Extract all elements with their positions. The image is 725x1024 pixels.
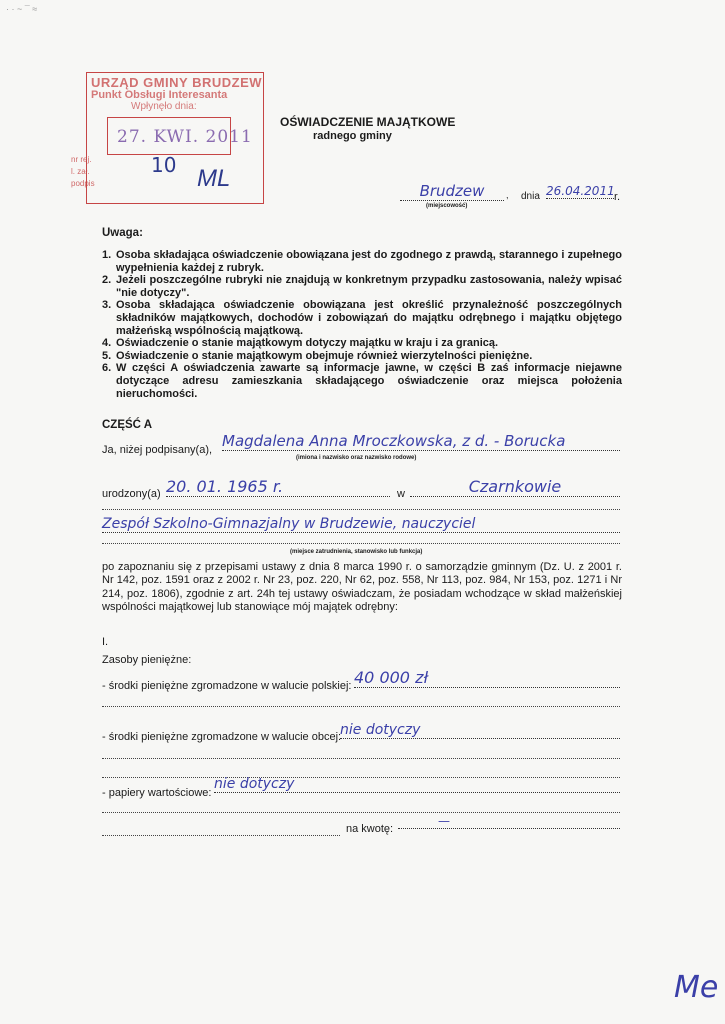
date-label: dnia [521, 191, 540, 202]
securities-value: nie dotyczy [214, 776, 620, 793]
initials: Me [674, 970, 719, 1005]
dotted-line [102, 758, 620, 759]
document-title: OŚWIADCZENIE MAJĄTKOWE [280, 115, 456, 129]
place-caption: (miejscowość) [426, 203, 468, 209]
list-item: 5. Oświadczenie o stanie majątkowym obejmuje również wierzytelności pieniężne. [102, 349, 533, 362]
stamp-zal-label: l. zał. [71, 167, 90, 176]
part-a-heading: CZĘŚĆ A [102, 419, 153, 431]
born-in-label: w [397, 488, 405, 500]
foreign-value: nie dotyczy [340, 722, 620, 739]
name-label: Ja, niżej podpisany(a), [102, 444, 213, 456]
declaration-text: po zapoznaniu się z przepisami ustawy z dnia 8 marca 1990 r. o samorządzie gminnym (Dz. U. z 2001 r. Nr 142, poz. 1591 oraz z 2002 r. Nr 23, poz. 220, Nr 62, poz. 558, Nr 113, poz. 984, Nr 153, poz. 1271 i Nr 214, poz. 1806), zgodnie z art. 24h tej ustawy oświadczam, że posiadam wchodzące w skład małżeńskiej wspólności majątkowej lub stanowiące mój majątek odrębny: [102, 561, 622, 614]
employment-caption: (miejsce zatrudnienia, stanowisko lub funkcja) [290, 549, 423, 555]
name-field: Magdalena Anna Mroczkowska, z d. - Borucka [222, 432, 620, 451]
pln-label: - środki pieniężne zgromadzone w walucie polskiej: [102, 680, 352, 692]
stamp-signature: ML [197, 165, 231, 192]
date-value: 26.04.2011 [546, 184, 615, 198]
securities-label: - papiery wartościowe: [102, 787, 212, 799]
stamp-podpis-label: podpis [71, 179, 95, 188]
stamp-handwritten-number: 10 [151, 153, 177, 177]
instructions-list [102, 249, 622, 400]
employment-field: Zespół Szkolno-Gimnazjalny w Brudzewie, nauczyciel [102, 516, 620, 533]
stamp-office-name: URZĄD GMINY BRUDZEW [91, 75, 263, 90]
stamp-office-unit: Punkt Obsługi Interesanta [91, 89, 228, 101]
corner-mark: · · ~ ¯ ≈ [6, 4, 38, 14]
list-item: 3. Osoba składająca oświadczenie obowiązana jest określić przynależność poszczególnych składników majątkowych, dochodów i zobowiązań do majątku odrębnego i majątku objętego małżeńską wspólnością majątkową. [102, 299, 622, 337]
dotted-line [102, 509, 620, 510]
dotted-line [102, 812, 620, 813]
pln-value: 40 000 zł [354, 668, 620, 688]
document-subtitle: radnego gminy [313, 130, 392, 142]
dotted-line [102, 835, 340, 836]
list-item: 4. Oświadczenie o stanie majątkowym dotyczy majątku w kraju i za granicą. [102, 337, 499, 350]
foreign-label: - środki pieniężne zgromadzone w walucie obcej: [102, 731, 342, 743]
date-suffix: r. [614, 191, 621, 203]
stamp-received-label: Wpłynęło dnia: [131, 101, 197, 112]
stamp-date: 27. KWI. 2011 [117, 127, 253, 147]
place-value: Brudzew [419, 182, 485, 200]
list-item: 2. Jeżeli poszczególne rubryki nie znajdują w konkretnym przypadku zastosowania, należy wpisać "nie dotyczy". [102, 274, 622, 299]
stamp-nr-label: nr rej. [71, 155, 92, 164]
dotted-line [102, 543, 620, 544]
dotted-line [102, 706, 620, 707]
amount-value: — [398, 814, 620, 829]
amount-label: na kwotę: [346, 823, 394, 835]
born-date-field: 20. 01. 1965 r. [166, 477, 390, 497]
registration-stamp [71, 72, 264, 204]
list-item: 6. W części A oświadczenia zawarte są informacje jawne, w części B zaś informacje niejawne dotyczące adresu zamieszkania składającego oświadczenie oraz miejsca położenia nieruchomości. [102, 362, 622, 400]
section-number: I. [102, 636, 109, 648]
born-label: urodzony(a) [102, 488, 161, 500]
list-item: 1. Osoba składająca oświadczenie obowiązana jest do zgodnego z prawdą, starannego i zupełnego wypełnienia każdej z rubryk. [102, 249, 622, 274]
uwaga-heading: Uwaga: [102, 227, 143, 239]
section-heading: Zasoby pieniężne: [102, 654, 192, 666]
place-field [400, 182, 504, 201]
name-caption: (imiona i nazwisko oraz nazwisko rodowe) [296, 455, 417, 461]
born-place-field: Czarnkowie [410, 477, 620, 497]
